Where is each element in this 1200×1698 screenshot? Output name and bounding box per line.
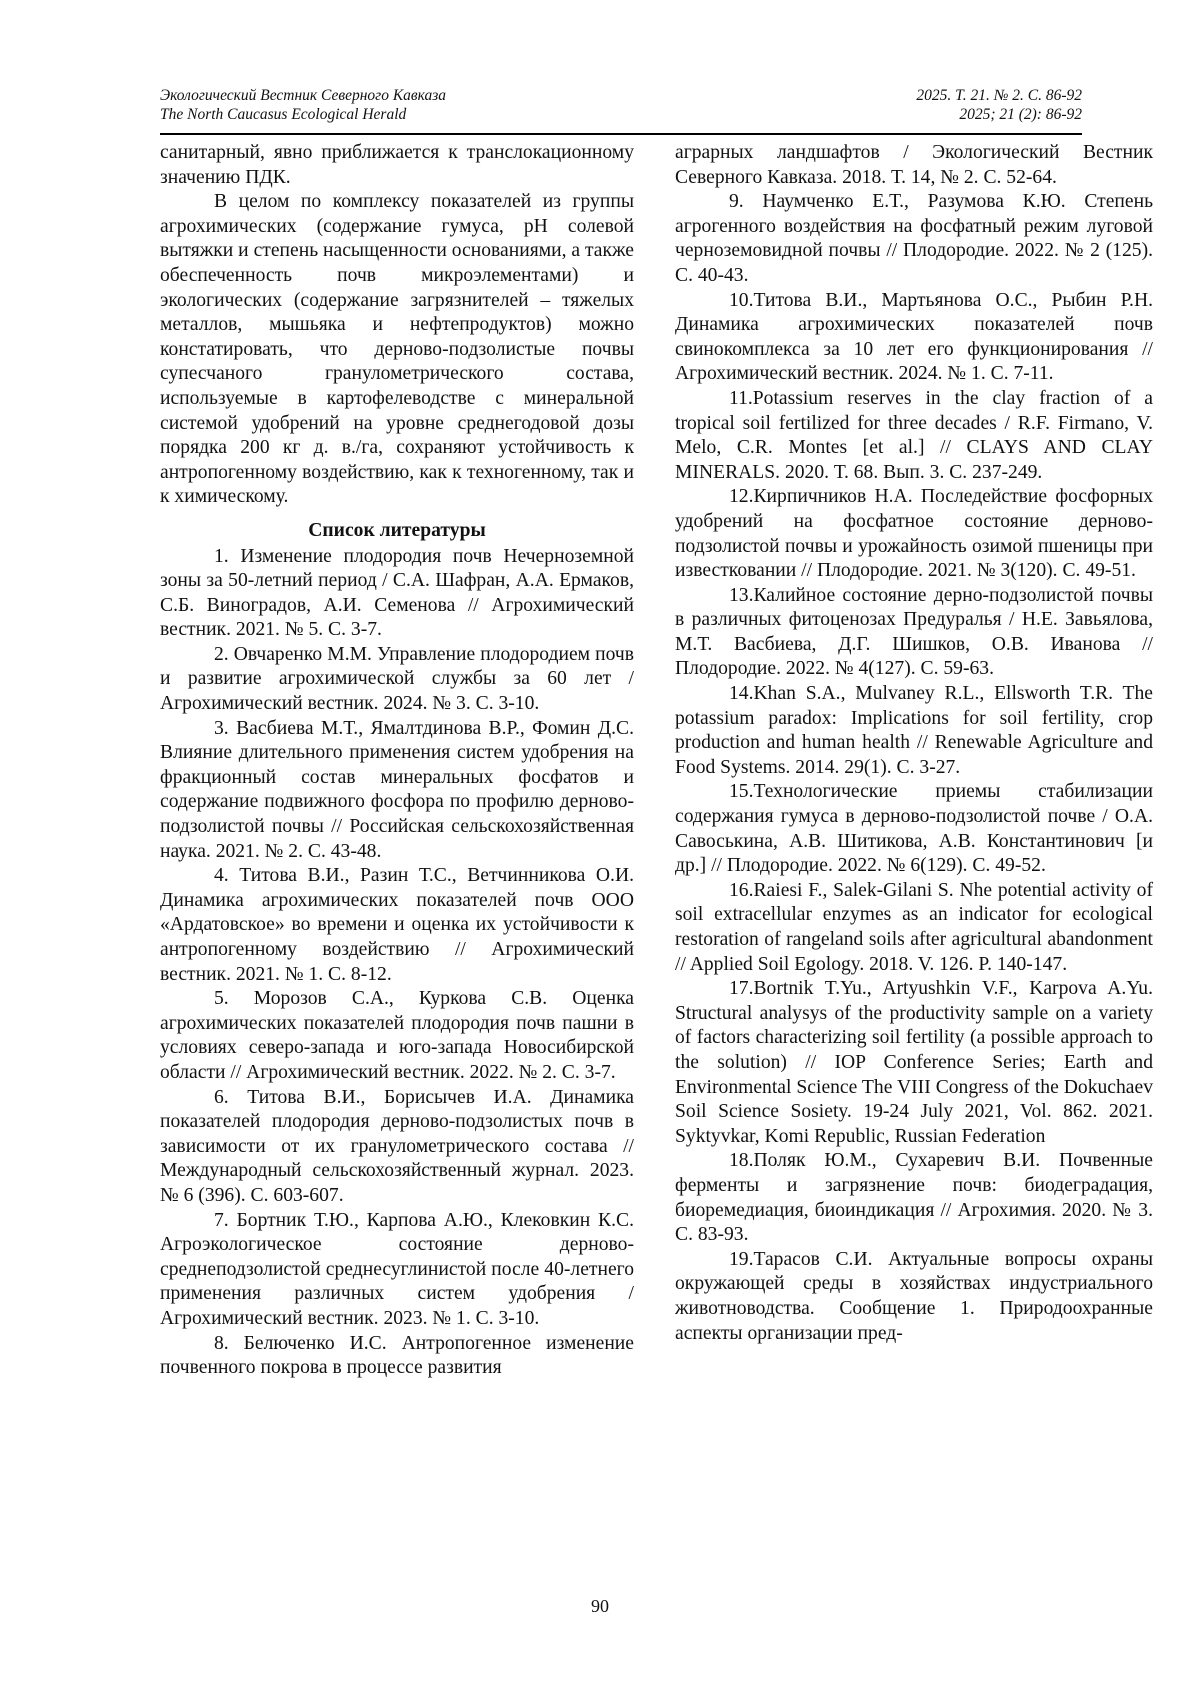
reference-item: 9. Наумченко Е.Т., Разумова К.Ю. Степень агрогенного воздействия на фосфатный режим луговой черноземовидной почвы // Плодородие. 2022. № 2 (125). С. 40-43. xyxy=(675,191,1153,286)
reference-item: 6. Титова В.И., Борисычев И.А. Динамика показателей плодородия дерново-подзолистых почв в зависимости от их гранулометрического состава // Международный сельскохозяйственный журнал. 2023. № 6 (396). С. 603-607. xyxy=(160,1086,634,1206)
reference-item-continued: аграрных ландшафтов / Экологический Вестник Северного Кавказа. 2018. Т. 14, № 2. С. 52-64. xyxy=(675,142,1153,188)
citation-en: 2025; 21 (2): 86-92 xyxy=(959,106,1082,123)
reference-item: 4. Титова В.И., Разин Т.С., Ветчинникова О.И. Динамика агрохимических показателей почв ООО «Ардатовское» во времени и оценка их устойчивости к антропогенному воздействию // Агрохимический вестник. 2021. № 1. С. 8-12. xyxy=(160,865,634,985)
reference-item: 17.Bortnik T.Yu., Artyushkin V.F., Karpova A.Yu. Structural analysys of the productivity sample on a variety of factors characterizing soil fertility (a possible approach to the solution) // IOP Conference Series; Earth and Environmental Science The VIII Congress of the Dokuchaev Soil Science Sosiety. 19-24 July 2021, Vol. 862. 2021. Syktyvkar, Komi Republic, Russian Federation xyxy=(675,978,1153,1147)
reference-item: 10.Титова В.И., Мартьянова О.С., Рыбин Р.Н. Динамика агрохимических показателей почв свинокомплекса за 10 лет его функционирования // Агрохимический вестник. 2024. № 1. С. 7-11. xyxy=(675,289,1153,385)
reference-item: 14.Khan S.A., Mulvaney R.L., Ellsworth T.R. The potassium paradox: Implications for soil fertility, crop production and human health // Renewable Agriculture and Food Systems. 2014. 29(1). С. 3-27. xyxy=(675,683,1153,778)
body-paragraph-continued: санитарный, явно приближается к транслокационному значению ПДК. xyxy=(160,142,634,188)
journal-title-en: The North Caucasus Ecological Herald xyxy=(160,106,407,123)
reference-item: 13.Калийное состояние дерно-подзолистой почвы в различных фитоценозах Предуралья / Н.Е. Завьялова, М.Т. Васбиева, Д.Г. Шишков, О.В. Иванова // Плодородие. 2022. № 4(127). С. 59-63. xyxy=(675,584,1153,680)
reference-item: 1. Изменение плодородия почв Нечерноземной зоны за 50-летний период / С.А. Шафран, А.А. Ермаков, С.Б. Виноградов, А.И. Семенова // Агрохимический вестник. 2021. № 5. С. 3-7. xyxy=(160,545,634,641)
reference-item: 12.Кирпичников Н.А. Последействие фосфорных удобрений на фосфатное состояние дерново-подзолистой почвы и урожайность озимой пшеницы при известковании // Плодородие. 2021. № 3(120). С. 49-51. xyxy=(675,486,1153,582)
page-number: 90 xyxy=(591,1596,609,1616)
reference-item: 18.Поляк Ю.М., Сухаревич В.И. Почвенные ферменты и загрязнение почв: биодеградация, биоремедиация, биоиндикация // Агрохимия. 2020. № 3. С. 83-93. xyxy=(675,1150,1153,1246)
citation-ru: 2025. Т. 21. № 2. С. 86-92 xyxy=(916,87,1082,104)
journal-title-ru: Экологический Вестник Северного Кавказа xyxy=(160,87,447,104)
header-rule xyxy=(160,133,1082,135)
reference-item: 7. Бортник Т.Ю., Карпова А.Ю., Клековкин К.С. Агроэкологическое состояние дерново-среднеподзолистой среднесуглинистой после 40-летнего применения различных систем удобрения / Агрохимический вестник. 2023. № 1. С. 3-10. xyxy=(160,1209,634,1329)
references-heading: Список литературы xyxy=(308,519,486,541)
reference-item: 16.Raiesi F., Salek-Gilani S. Nhe potential activity of soil extracellular enzymes as an indicator for ecological restoration of rangeland soils after agricultural abandonment // Applied Soil Egology. 2018. V. 126. P. 140-147. xyxy=(675,879,1153,975)
reference-item: 15.Технологические приемы стабилизации содержания гумуса в дерново-подзолистой почве / О.А. Савоськина, А.В. Шитикова, А.В. Константинович [и др.] // Плодородие. 2022. № 6(129). С. 49-52. xyxy=(675,781,1153,877)
reference-item: 8. Белюченко И.С. Антропогенное изменение почвенного покрова в процессе развития xyxy=(160,1332,634,1379)
right-column xyxy=(675,141,1153,1346)
reference-item: 11.Potassium reserves in the clay fraction of a tropical soil fertilized for three decades / R.F. Firmano, V. Melo, C.R. Montes [et al.] // CLAYS AND CLAY MINERALS. 2020. Т. 68. Вып. 3. С. 237-249. xyxy=(675,387,1153,483)
reference-item: 2. Овчаренко М.М. Управление плодородием почв и развитие агрохимической службы за 60 лет / Агрохимический вестник. 2024. № 3. С. 3-10. xyxy=(160,643,634,715)
running-header xyxy=(160,86,1082,124)
body-paragraph: В целом по комплексу показателей из группы агрохимических (содержание гумуса, pH солевой вытяжки и степень насыщенности основаниями, а также обеспеченность почв микроэлементами) и экологических (содержание загрязнителей – тяжелых металлов, мышьяка и нефтепродуктов) можно констатировать, что дерново-подзолистые почвы супесчаного гранулометрического состава, используемые в картофелеводстве с минеральной системой удобрений на уровне среднегодовой дозы порядка 200 кг д. в./га, сохраняют устойчивость к антропогенному воздействию, как к техногенному, так и к химическому. xyxy=(160,191,634,508)
reference-item: 5. Морозов С.А., Куркова С.В. Оценка агрохимических показателей плодородия почв пашни в условиях северо-запада и юго-запада Новосибирской области // Агрохимический вестник. 2022. № 2. С. 3-7. xyxy=(160,988,634,1083)
left-column xyxy=(160,141,634,1381)
reference-item: 3. Васбиева М.Т., Ямалтдинова В.Р., Фомин Д.С. Влияние длительного применения систем удобрения на фракционный состав минеральных фосфатов и содержание подвижного фосфора по профилю дерново-подзолистой почвы // Российская сельскохозяйственная наука. 2021. № 2. С. 43-48. xyxy=(160,717,634,862)
reference-item: 19.Тарасов С.И. Актуальные вопросы охраны окружающей среды в хозяйствах индустриального животноводства. Сообщение 1. Природоохранные аспекты организации пред- xyxy=(675,1248,1153,1344)
